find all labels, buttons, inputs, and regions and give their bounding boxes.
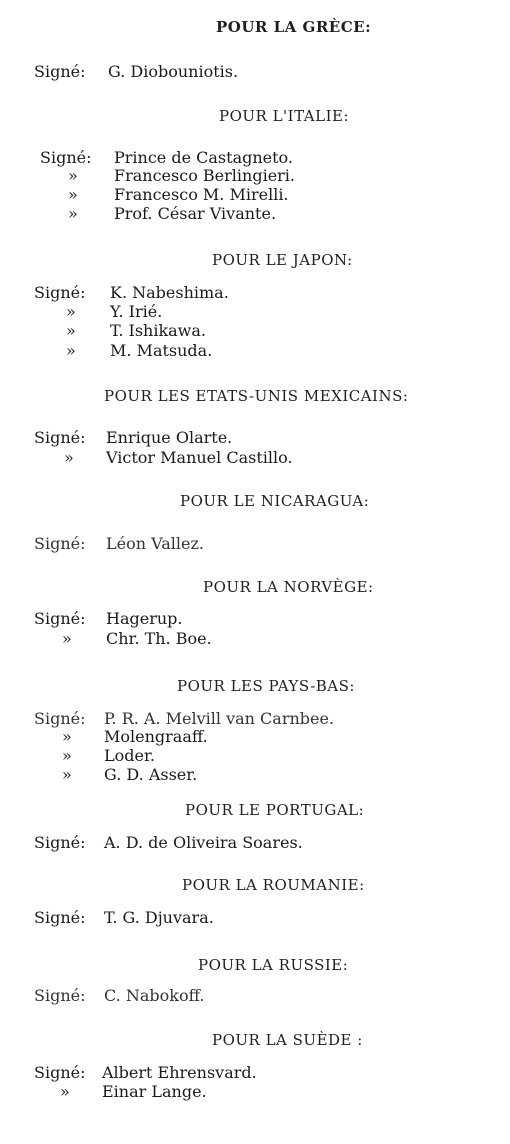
signature-line [34, 986, 500, 1006]
signature-line [34, 428, 500, 448]
ditto-mark: » [62, 765, 72, 784]
signatory-name: C. Nabokoff. [104, 986, 205, 1005]
signature-line [34, 534, 500, 554]
signature-line [34, 1082, 500, 1102]
section-heading-mexico: POUR LES ETATS-UNIS MEXICAINS: [104, 387, 409, 405]
signature-line [34, 321, 500, 341]
signatory-name: Loder. [104, 746, 155, 765]
section-heading-greece: POUR LA GRÈCE: [216, 18, 372, 36]
signature-line [34, 746, 500, 766]
signed-label: Signé: [34, 986, 86, 1005]
signature-line [34, 341, 500, 361]
signed-label: Signé: [34, 62, 86, 81]
signed-label: Signé: [34, 1063, 86, 1082]
section-heading-romania: POUR LA ROUMANIE: [182, 876, 365, 894]
section-heading-russia: POUR LA RUSSIE: [198, 956, 349, 974]
section-heading-italy: POUR L'ITALIE: [219, 107, 350, 125]
ditto-mark: » [66, 321, 76, 340]
ditto-mark: » [68, 166, 78, 185]
signatory-name: Enrique Olarte. [106, 428, 233, 447]
signature-line [34, 765, 500, 785]
signature-line [40, 166, 500, 186]
signature-line [34, 1063, 500, 1083]
ditto-mark: » [62, 629, 72, 648]
signed-label: Signé: [34, 428, 86, 447]
signature-line [34, 62, 504, 82]
ditto-mark: » [68, 204, 78, 223]
signatory-name: T. Ishikawa. [110, 321, 206, 340]
signatory-name: Chr. Th. Boe. [106, 629, 212, 648]
signatory-name: A. D. de Oliveira Soares. [104, 833, 303, 852]
signatory-name: T. G. Djuvara. [104, 908, 214, 927]
section-heading-sweden: POUR LA SUÈDE : [212, 1031, 363, 1049]
signature-line [34, 727, 500, 747]
signatory-name: Victor Manuel Castillo. [106, 448, 293, 467]
section-heading-japan: POUR LE JAPON: [212, 251, 353, 269]
signature-line [34, 283, 500, 303]
signed-label: Signé: [34, 709, 86, 728]
signatory-name: Francesco Berlingieri. [114, 166, 296, 185]
ditto-mark: » [62, 746, 72, 765]
ditto-mark: » [64, 448, 74, 467]
signed-label: Signé: [34, 609, 86, 628]
signature-line [34, 833, 500, 853]
signed-label: Signé: [34, 283, 86, 302]
signatory-name: G. D. Asser. [104, 765, 198, 784]
ditto-mark: » [62, 727, 72, 746]
signatory-name: Prof. César Vivante. [114, 204, 277, 223]
ditto-mark: » [68, 185, 78, 204]
signatory-name: Hagerup. [106, 609, 183, 628]
signature-line [34, 448, 500, 468]
section-heading-nicaragua: POUR LE NICARAGUA: [180, 492, 370, 510]
signatory-name: Molengraaff. [104, 727, 208, 746]
signed-label: Signé: [34, 833, 86, 852]
signature-line [34, 908, 500, 928]
signature-line [34, 302, 500, 322]
signature-line [34, 629, 500, 649]
signatory-name: Albert Ehrensvard. [102, 1063, 257, 1082]
section-heading-portugal: POUR LE PORTUGAL: [185, 801, 365, 819]
signed-label: Signé: [34, 908, 86, 927]
section-heading-netherlands: POUR LES PAYS-BAS: [177, 677, 355, 695]
signed-label: Signé: [34, 534, 86, 553]
ditto-mark: » [60, 1082, 70, 1101]
signed-label: Signé: [40, 148, 92, 167]
signature-line [40, 185, 500, 205]
section-heading-norway: POUR LA NORVÈGE: [203, 578, 374, 596]
signature-line [40, 148, 500, 168]
signatory-name: P. R. A. Melvill van Carnbee. [104, 709, 335, 728]
signatory-name: Prince de Castagneto. [114, 148, 293, 167]
signatory-name: Francesco M. Mirelli. [114, 185, 289, 204]
signature-line [34, 609, 500, 629]
signatory-name: K. Nabeshima. [110, 283, 229, 302]
signature-line [40, 204, 500, 224]
ditto-mark: » [66, 341, 76, 360]
signatory-name: Y. Irié. [110, 302, 163, 321]
signatory-name: Léon Vallez. [106, 534, 204, 553]
ditto-mark: » [66, 302, 76, 321]
signatory-name: M. Matsuda. [110, 341, 213, 360]
signatory-name: G. Diobouniotis. [108, 62, 239, 81]
signatory-name: Einar Lange. [102, 1082, 207, 1101]
signature-line [34, 709, 500, 729]
